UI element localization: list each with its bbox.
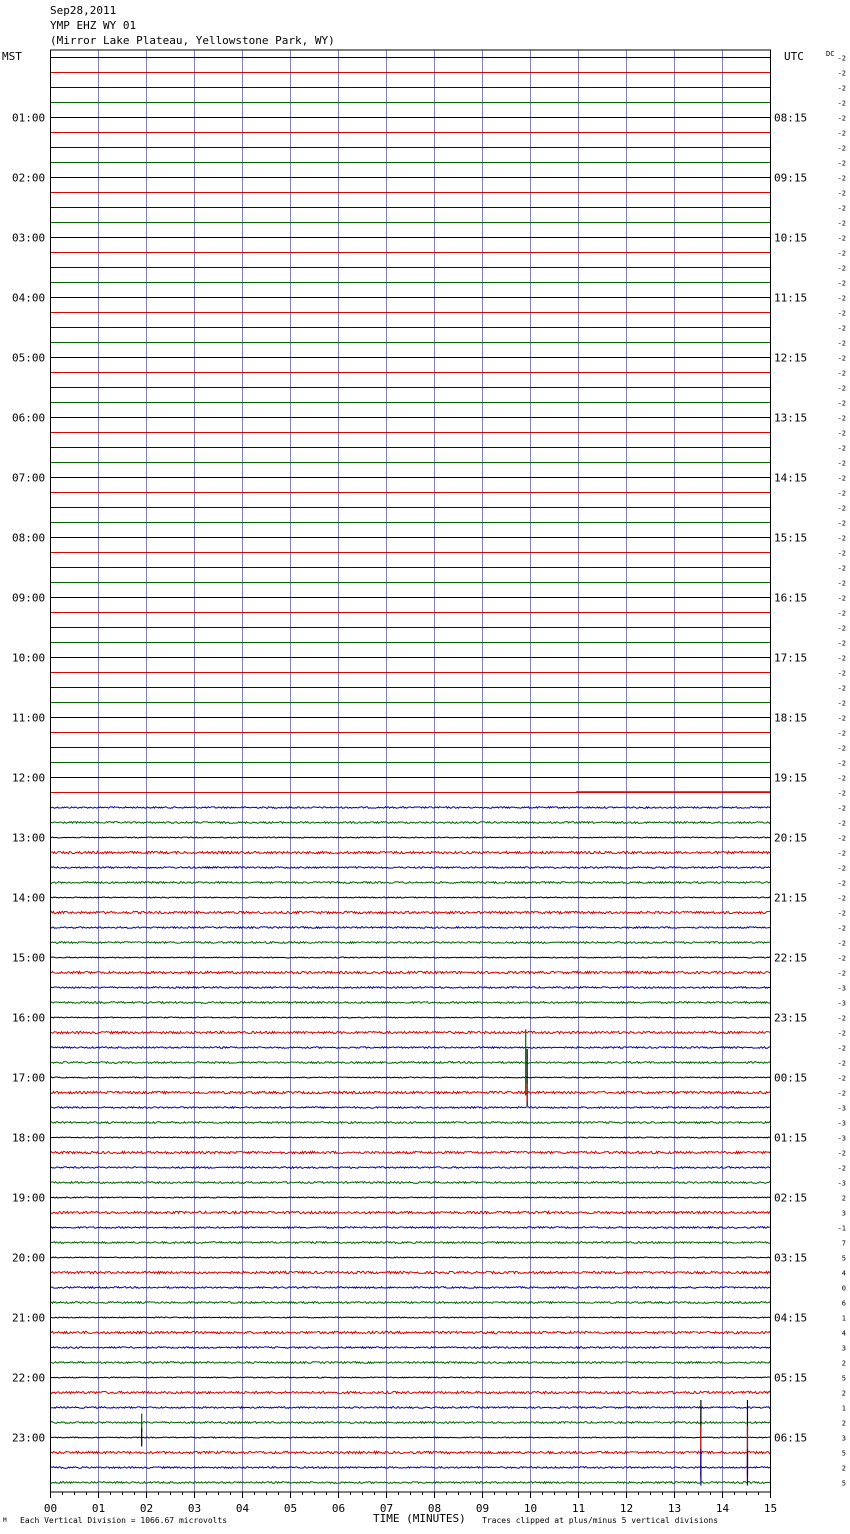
dc-offset-value: -2 — [837, 459, 846, 468]
dc-offset-value: -2 — [837, 99, 846, 108]
mst-tick-label: 05:00 — [12, 351, 46, 365]
x-tick-label: 12 — [619, 1502, 634, 1515]
dc-offset-value: 2 — [841, 1419, 846, 1428]
utc-tick-label: 00:15 — [774, 1071, 808, 1085]
dc-offset-value: -2 — [837, 534, 846, 543]
dc-offset-value: -1 — [837, 1224, 846, 1233]
trace-row — [51, 1122, 771, 1124]
dc-offset-value: -2 — [837, 714, 846, 723]
trace-row — [51, 1062, 771, 1064]
dc-offset-value: -2 — [837, 249, 846, 258]
dc-offset-value: -2 — [837, 1164, 846, 1173]
trace-row — [51, 987, 771, 989]
trace-row — [51, 1182, 771, 1184]
mst-tick-label: 16:00 — [12, 1011, 46, 1025]
x-tick-label: 11 — [571, 1502, 586, 1515]
dc-offset-value: -2 — [837, 864, 846, 873]
mst-tick-label: 18:00 — [12, 1131, 46, 1145]
dc-offset-value: 4 — [841, 1329, 846, 1338]
trace-row — [51, 911, 771, 913]
utc-tick-label: 19:15 — [774, 771, 808, 785]
dc-offset-value: -2 — [837, 279, 846, 288]
utc-tick-label: 20:15 — [774, 831, 808, 845]
trace-row — [51, 1317, 771, 1318]
x-tick-label: 06 — [331, 1502, 346, 1515]
utc-tick-label: 05:15 — [774, 1371, 808, 1385]
dc-offset-value: -2 — [837, 924, 846, 933]
mst-tick-label: 01:00 — [12, 111, 46, 125]
mst-tick-label: 03:00 — [12, 231, 46, 245]
dc-offset-value: -2 — [837, 354, 846, 363]
dc-offset-value: -2 — [837, 129, 846, 138]
station-id: YMP EHZ WY 01 — [50, 19, 137, 32]
trace-row — [51, 822, 771, 824]
dc-offset-value: -2 — [837, 819, 846, 828]
dc-offset-value: -2 — [837, 369, 846, 378]
trace-row — [51, 1377, 771, 1378]
dc-offset-value: -2 — [837, 804, 846, 813]
trace-row — [51, 837, 771, 838]
corner-mark: M — [3, 1517, 7, 1524]
utc-tick-label: 17:15 — [774, 651, 808, 665]
utc-axis-label: UTC — [784, 50, 804, 63]
dc-offset-value: -2 — [837, 579, 846, 588]
trace-row — [51, 1482, 771, 1484]
dc-offset-value: -2 — [837, 444, 846, 453]
dc-offset-value: -2 — [837, 339, 846, 348]
trace-row — [51, 1331, 771, 1333]
trace-row — [51, 1137, 771, 1138]
trace-row — [51, 882, 771, 884]
dc-offset-value: -3 — [837, 984, 846, 993]
mst-tick-label: 02:00 — [12, 171, 46, 185]
dc-offset-value: -2 — [837, 504, 846, 513]
trace-row — [51, 897, 771, 898]
dc-offset-value: -2 — [837, 759, 846, 768]
trace-row — [51, 1077, 771, 1078]
dc-offset-value: -2 — [837, 309, 846, 318]
trace-row — [51, 1227, 771, 1229]
x-tick-label: 04 — [235, 1502, 250, 1515]
dc-offset-value: -2 — [837, 909, 846, 918]
trace-row — [51, 1091, 771, 1093]
x-tick-label: 05 — [283, 1502, 298, 1515]
utc-tick-label: 22:15 — [774, 951, 808, 965]
x-tick-label: 09 — [475, 1502, 490, 1515]
dc-offset-value: -2 — [837, 1074, 846, 1083]
utc-tick-label: 08:15 — [774, 111, 808, 125]
mst-tick-label: 23:00 — [12, 1431, 46, 1445]
mst-axis-label: MST — [2, 50, 22, 63]
utc-tick-label: 18:15 — [774, 711, 808, 725]
dc-offset-value: -2 — [837, 429, 846, 438]
dc-offset-value: 4 — [841, 1269, 846, 1278]
dc-offset-value: -2 — [837, 624, 846, 633]
dc-offset-value: 3 — [841, 1209, 846, 1218]
station-location: (Mirror Lake Plateau, Yellowstone Park, WY) — [50, 34, 335, 47]
scale-note: Each Vertical Division = 1066.67 microvolts — [20, 1516, 228, 1525]
trace-row — [51, 1047, 771, 1049]
dc-offset-value: -2 — [837, 219, 846, 228]
dc-offset-value: -2 — [837, 174, 846, 183]
dc-offset-value: -2 — [837, 564, 846, 573]
dc-offset-value: -2 — [837, 729, 846, 738]
dc-offset-header: DC — [826, 50, 835, 58]
mst-tick-label: 04:00 — [12, 291, 46, 305]
trace-row — [51, 1362, 771, 1364]
plot-date: Sep28,2011 — [50, 4, 117, 17]
utc-tick-label: 15:15 — [774, 531, 808, 545]
utc-tick-label: 03:15 — [774, 1251, 808, 1265]
utc-tick-label: 10:15 — [774, 231, 808, 245]
dc-offset-value: 2 — [841, 1389, 846, 1398]
dc-offset-value: -2 — [837, 189, 846, 198]
mst-tick-label: 15:00 — [12, 951, 46, 965]
dc-offset-value: -2 — [837, 684, 846, 693]
dc-offset-value: -2 — [837, 84, 846, 93]
trace-row — [51, 1467, 771, 1469]
utc-tick-label: 21:15 — [774, 891, 808, 905]
dc-offset-value: -2 — [837, 744, 846, 753]
dc-offset-value: -3 — [837, 999, 846, 1008]
mst-tick-label: 11:00 — [12, 711, 46, 725]
utc-tick-label: 16:15 — [774, 591, 808, 605]
trace-row — [51, 1197, 771, 1198]
dc-offset-value: -2 — [837, 489, 846, 498]
dc-offset-value: -2 — [837, 1149, 846, 1158]
dc-offset-value: -2 — [837, 594, 846, 603]
dc-offset-value: -2 — [837, 159, 846, 168]
utc-tick-label: 23:15 — [774, 1011, 808, 1025]
trace-row — [51, 1407, 771, 1409]
utc-tick-label: 13:15 — [774, 411, 808, 425]
dc-offset-value: -2 — [837, 234, 846, 243]
mst-tick-label: 21:00 — [12, 1311, 46, 1325]
trace-row — [51, 1451, 771, 1453]
dc-offset-value: 7 — [841, 1239, 846, 1248]
x-tick-label: 07 — [379, 1502, 394, 1515]
trace-row — [51, 1257, 771, 1258]
trace-row — [51, 1002, 771, 1004]
x-tick-label: 10 — [523, 1502, 538, 1515]
dc-offset-value: -2 — [837, 114, 846, 123]
mst-tick-label: 12:00 — [12, 771, 46, 785]
dc-offset-value: -2 — [837, 264, 846, 273]
trace-row — [51, 957, 771, 958]
mst-tick-label: 20:00 — [12, 1251, 46, 1265]
trace-row — [51, 851, 771, 853]
mst-tick-label: 13:00 — [12, 831, 46, 845]
trace-row — [51, 1391, 771, 1393]
x-axis-title: TIME (MINUTES) — [373, 1512, 466, 1525]
trace-rows — [51, 58, 771, 1486]
x-tick-label: 03 — [187, 1502, 202, 1515]
dc-offset-value: -2 — [837, 384, 846, 393]
mst-tick-label: 09:00 — [12, 591, 46, 605]
utc-tick-label: 06:15 — [774, 1431, 808, 1445]
axis-labels — [12, 55, 846, 1516]
dc-offset-value: -2 — [837, 639, 846, 648]
utc-tick-label: 09:15 — [774, 171, 808, 185]
dc-offset-value: -2 — [837, 879, 846, 888]
dc-offset-value: -2 — [837, 1059, 846, 1068]
dc-offset-value: 5 — [841, 1449, 846, 1458]
dc-offset-value: -2 — [837, 54, 846, 63]
dc-offset-value: 3 — [841, 1344, 846, 1353]
trace-row — [51, 1031, 771, 1033]
dc-offset-value: -2 — [837, 414, 846, 423]
trace-row — [51, 807, 771, 809]
dc-offset-value: -2 — [837, 894, 846, 903]
dc-offset-value: -3 — [837, 1134, 846, 1143]
utc-tick-label: 14:15 — [774, 471, 808, 485]
dc-offset-value: -2 — [837, 474, 846, 483]
trace-row — [51, 971, 771, 973]
dc-offset-value: -2 — [837, 1089, 846, 1098]
mst-tick-label: 08:00 — [12, 531, 46, 545]
trace-row — [51, 867, 771, 869]
utc-tick-label: 02:15 — [774, 1191, 808, 1205]
dc-offset-value: -2 — [837, 654, 846, 663]
dc-offset-value: -2 — [837, 969, 846, 978]
dc-offset-value: -2 — [837, 519, 846, 528]
dc-offset-value: 2 — [841, 1359, 846, 1368]
dc-offset-value: 5 — [841, 1479, 846, 1488]
clip-note: Traces clipped at plus/minus 5 vertical divisions — [482, 1516, 719, 1525]
dc-offset-value: 3 — [841, 1434, 846, 1443]
dc-offset-value: -2 — [837, 69, 846, 78]
x-tick-label: 13 — [667, 1502, 682, 1515]
x-tick-label: 00 — [43, 1502, 58, 1515]
mst-tick-label: 22:00 — [12, 1371, 46, 1385]
plot-frame — [51, 50, 771, 1492]
dc-offset-value: -2 — [837, 774, 846, 783]
dc-offset-value: -3 — [837, 1119, 846, 1128]
dc-offset-value: 2 — [841, 1464, 846, 1473]
dc-offset-value: -2 — [837, 954, 846, 963]
x-tick-label: 08 — [427, 1502, 442, 1515]
dc-offset-value: 0 — [841, 1284, 846, 1293]
utc-tick-label: 11:15 — [774, 291, 808, 305]
dc-offset-value: -2 — [837, 204, 846, 213]
dc-offset-value: 5 — [841, 1254, 846, 1263]
dc-offset-value: -2 — [837, 849, 846, 858]
mst-tick-label: 06:00 — [12, 411, 46, 425]
mst-tick-label: 07:00 — [12, 471, 46, 485]
trace-row — [51, 1287, 771, 1289]
dc-offset-value: -2 — [837, 699, 846, 708]
trace-row — [51, 1107, 771, 1109]
dc-offset-value: -2 — [837, 294, 846, 303]
dc-offset-value: -2 — [837, 324, 846, 333]
dc-offset-value: -2 — [837, 789, 846, 798]
trace-row — [51, 1242, 771, 1244]
dc-offset-value: 1 — [841, 1314, 846, 1323]
dc-offset-value: 1 — [841, 1404, 846, 1413]
dc-offset-value: -2 — [837, 1044, 846, 1053]
trace-row — [51, 1271, 771, 1273]
trace-row — [51, 1437, 771, 1438]
dc-offset-value: -2 — [837, 1014, 846, 1023]
dc-offset-value: -2 — [837, 939, 846, 948]
trace-row — [51, 1211, 771, 1213]
trace-row — [51, 1422, 771, 1424]
utc-tick-label: 01:15 — [774, 1131, 808, 1145]
x-tick-label: 14 — [715, 1502, 730, 1515]
dc-offset-value: -2 — [837, 399, 846, 408]
dc-offset-value: -2 — [837, 549, 846, 558]
dc-offset-value: -2 — [837, 1029, 846, 1038]
x-tick-label: 01 — [91, 1502, 106, 1515]
dc-offset-value: -2 — [837, 834, 846, 843]
dc-offset-value: -2 — [837, 669, 846, 678]
trace-row — [51, 1151, 771, 1153]
mst-tick-label: 17:00 — [12, 1071, 46, 1085]
dc-offset-value: -2 — [837, 609, 846, 618]
dc-offset-value: -2 — [837, 144, 846, 153]
dc-offset-value: 6 — [841, 1299, 846, 1308]
mst-tick-label: 19:00 — [12, 1191, 46, 1205]
trace-row — [51, 942, 771, 944]
utc-tick-label: 12:15 — [774, 351, 808, 365]
trace-row — [51, 1017, 771, 1018]
dc-offset-value: -3 — [837, 1179, 846, 1188]
trace-row — [51, 927, 771, 929]
dc-offset-value: -3 — [837, 1104, 846, 1113]
x-tick-label: 15 — [763, 1502, 778, 1515]
dc-offset-value: 2 — [841, 1194, 846, 1203]
trace-row — [51, 1302, 771, 1304]
x-tick-label: 02 — [139, 1502, 154, 1515]
dc-offset-value: 5 — [841, 1374, 846, 1383]
utc-tick-label: 04:15 — [774, 1311, 808, 1325]
trace-row — [51, 1347, 771, 1349]
mst-tick-label: 14:00 — [12, 891, 46, 905]
mst-tick-label: 10:00 — [12, 651, 46, 665]
plot-grid — [99, 50, 723, 1492]
trace-row — [51, 1167, 771, 1169]
